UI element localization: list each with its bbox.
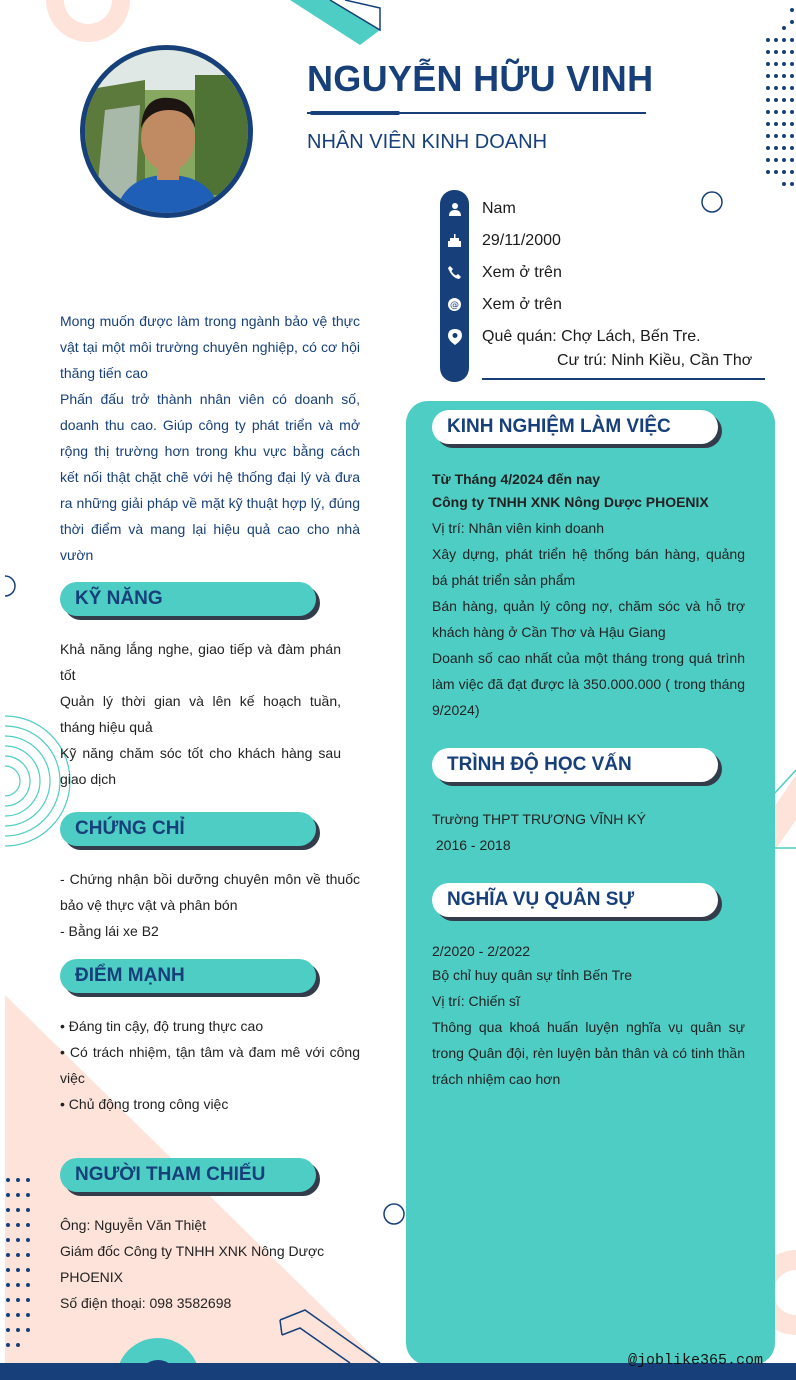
education-heading	[432, 748, 718, 782]
list-item: - Chứng nhận bồi dưỡng chuyên môn về thuốc bảo vệ thực vật và phân bón	[60, 871, 360, 913]
education-details	[432, 806, 745, 858]
certificates-heading	[60, 812, 316, 846]
references-heading	[60, 1158, 316, 1192]
contact-email: Xem ở trên	[482, 296, 562, 313]
military-header-block	[432, 940, 745, 963]
list-item: • Có trách nhiệm, tận tâm và đam mê với công việc	[60, 1044, 360, 1086]
section-title: NGƯỜI THAM CHIẾU	[75, 1164, 266, 1185]
strengths-heading	[60, 959, 316, 993]
list-item: - Bằng lái xe B2	[60, 923, 159, 939]
list-item: Quản lý thời gian và lên kế hoạch tuần, tháng hiệu quả	[60, 693, 341, 735]
experience-header-block	[432, 468, 745, 514]
section-title: CHỨNG CHỈ	[75, 818, 185, 839]
profile-photo	[80, 45, 253, 218]
contact-phone: Xem ở trên	[482, 264, 562, 281]
military-heading	[432, 883, 718, 917]
contact-residence: Cư trú: Ninh Kiều, Cần Thơ	[557, 352, 753, 369]
birthday-cake-icon	[446, 232, 463, 249]
section-title: KỸ NĂNG	[75, 588, 163, 609]
section-title: NGHĨA VỤ QUÂN SỰ	[447, 889, 635, 910]
name-underline-accent	[310, 111, 400, 115]
military-period: 2/2020 - 2/2022	[432, 943, 531, 959]
list-item: • Chủ động trong công việc	[60, 1096, 229, 1112]
objective-paragraph: Phấn đấu trở thành nhân viên có doanh số, doanh thu cao. Giúp công ty phát triển và mở rộng thị trường hơn trong khu vực bằng cách kết nối thật chặt chẽ với hệ thống đại lý và đưa ra những giải pháp về mặt kỹ thuật hợp lý, đúng thời điểm và mang lại hiệu quả cao cho nhà vườn	[60, 391, 360, 563]
experience-period: Từ Tháng 4/2024 đến nay	[432, 471, 601, 487]
location-icon	[446, 328, 463, 345]
reference-position: Giám đốc Công ty TNHH XNK Nông Dược PHOENIX	[60, 1243, 325, 1285]
education-years: 2016 - 2018	[432, 837, 511, 853]
list-item: Kỹ năng chăm sóc tốt cho khách hàng sau giao dịch	[60, 745, 341, 787]
experience-company: Công ty TNHH XNK Nông Dược PHOENIX	[432, 494, 709, 510]
list-item: Bán hàng, quản lý công nợ, chăm sóc và hỗ trợ khách hàng ở Cần Thơ và Hậu Giang	[432, 598, 745, 640]
contact-icon-bar	[440, 190, 469, 382]
email-icon	[446, 296, 463, 313]
references-block	[60, 1212, 330, 1316]
military-unit: Bộ chỉ huy quân sự tỉnh Bến Tre	[432, 967, 633, 983]
list-item: Xây dựng, phát triển hệ thống bán hàng, quảng bá phát triển sản phẩm	[432, 546, 745, 588]
skills-heading	[60, 582, 316, 616]
watermark: @joblike365.com	[628, 1352, 764, 1369]
reference-phone: Số điện thoại: 098 3582698	[60, 1295, 232, 1311]
reference-name: Ông: Nguyễn Văn Thiệt	[60, 1217, 207, 1233]
list-item: Khả năng lắng nghe, giao tiếp và đàm phán tốt	[60, 641, 341, 683]
section-title: ĐIỂM MẠNH	[75, 965, 185, 986]
military-position: Vị trí: Chiến sĩ	[432, 993, 520, 1009]
military-description: Thông qua khoá huấn luyện nghĩa vụ quân sự trong Quân đội, rèn luyện bản thân và có tinh thần trách nhiệm cao hơn	[432, 1019, 745, 1087]
contact-birthday: 29/11/2000	[482, 232, 561, 249]
phone-icon	[446, 264, 463, 281]
education-school: Trường THPT TRƯƠNG VĨNH KÝ	[432, 811, 646, 827]
contact-underline	[482, 378, 765, 380]
skills-list	[60, 636, 341, 792]
objective-paragraph: Mong muốn được làm trong ngành bảo vệ thực vật tại một môi trường chuyên nghiệp, có cơ hội thăng tiến cao	[60, 313, 360, 381]
candidate-name: NGUYỄN HỮU VINH	[307, 58, 654, 99]
section-title: KINH NGHIỆM LÀM VIỆC	[447, 416, 671, 437]
svg-text:@: @	[450, 300, 459, 311]
experience-position: Vị trí: Nhân viên kinh doanh	[432, 520, 604, 536]
section-title: TRÌNH ĐỘ HỌC VẤN	[447, 754, 632, 775]
list-item: Doanh số cao nhất của một tháng trong quá trình làm việc đã đạt được là 350.000.000 ( trong tháng 9/2024)	[432, 650, 745, 718]
user-icon	[446, 200, 463, 217]
military-details	[432, 962, 745, 1092]
contact-hometown: Quê quán: Chợ Lách, Bến Tre.	[482, 328, 701, 345]
strengths-list	[60, 1013, 360, 1117]
experience-heading	[432, 410, 718, 444]
career-objective	[60, 308, 360, 568]
certificates-list	[60, 866, 360, 944]
list-item: • Đáng tin cậy, độ trung thực cao	[60, 1018, 264, 1034]
experience-details	[432, 515, 745, 723]
contact-gender: Nam	[482, 200, 516, 217]
job-title: NHÂN VIÊN KINH DOANH	[307, 131, 548, 153]
